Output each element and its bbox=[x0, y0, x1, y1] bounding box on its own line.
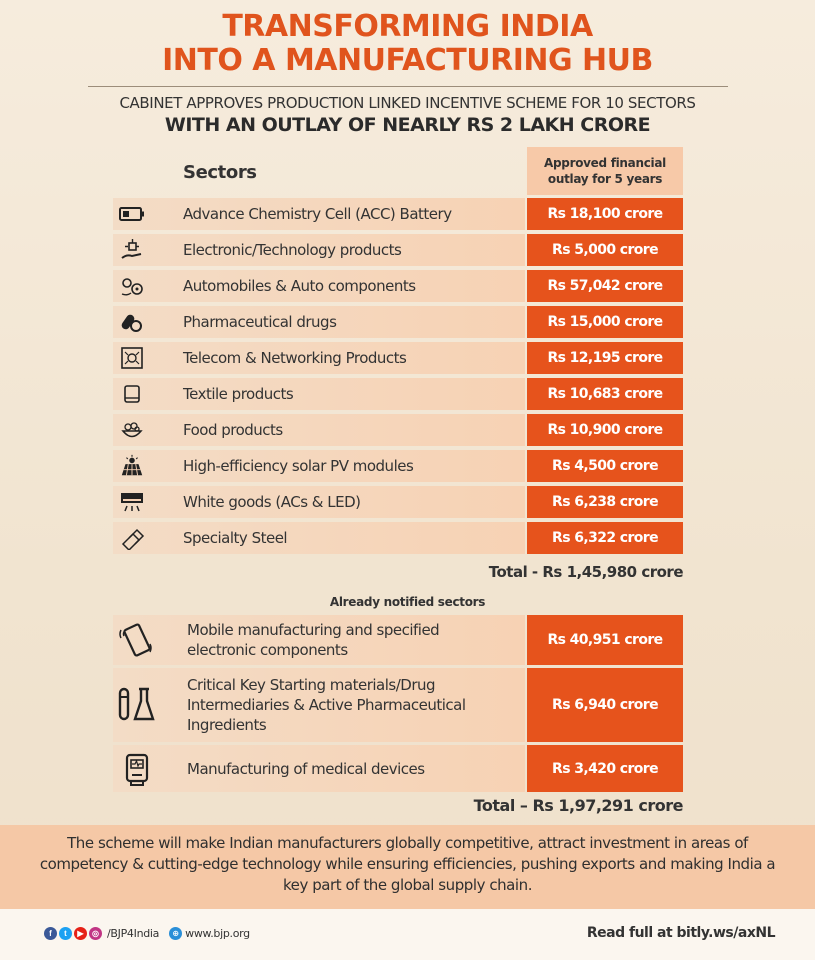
bottom-bar bbox=[0, 909, 815, 960]
website-link[interactable] bbox=[169, 927, 250, 940]
footer-description: The scheme will make Indian manufacturers globally competitive, attract investment in areas of competency & cutting-edge technology while ensuring efficiencies, pushing exports and making India a key part of the global supply chain. bbox=[0, 825, 815, 909]
table-row bbox=[113, 448, 683, 484]
row-amount: Rs 6,238 crore bbox=[527, 486, 683, 518]
row-label: Manufacturing of medical devices bbox=[187, 759, 425, 778]
table-row bbox=[113, 232, 683, 268]
telecom-icon bbox=[119, 346, 145, 370]
food-icon bbox=[119, 418, 145, 442]
row-amount: Rs 40,951 crore bbox=[527, 615, 683, 665]
read-full-link[interactable]: Read full at bitly.ws/axNL bbox=[586, 925, 775, 941]
table-row bbox=[113, 615, 683, 665]
steel-icon bbox=[119, 526, 145, 550]
notified-heading: Already notified sectors bbox=[329, 595, 486, 609]
row-background bbox=[113, 378, 525, 410]
row-amount: Rs 15,000 crore bbox=[527, 306, 683, 338]
total-approved: Total - Rs 1,45,980 crore bbox=[488, 563, 683, 581]
row-label: Textile products bbox=[183, 385, 294, 403]
textile-icon bbox=[119, 382, 145, 406]
twitter-icon[interactable]: t bbox=[59, 927, 72, 940]
row-label: Critical Key Starting materials/Drug Intermediaries & Active Pharmaceutical Ingredients bbox=[187, 676, 466, 734]
title-line-1: TRANSFORMING INDIA bbox=[222, 9, 593, 44]
row-amount: Rs 6,322 crore bbox=[527, 522, 683, 554]
title-line-2: INTO A MANUFACTURING HUB bbox=[162, 43, 653, 78]
row-amount: Rs 6,940 crore bbox=[527, 668, 683, 742]
air-conditioner-icon bbox=[119, 490, 145, 514]
solar-panel-icon bbox=[119, 454, 145, 478]
table-row bbox=[113, 668, 683, 742]
column-header-outlay bbox=[527, 147, 683, 195]
table-row bbox=[113, 196, 683, 232]
table-row bbox=[113, 520, 683, 556]
row-label: High-efficiency solar PV modules bbox=[183, 457, 414, 475]
social-handle[interactable]: /BJP4India bbox=[107, 927, 160, 940]
row-label: Telecom & Networking Products bbox=[183, 349, 407, 367]
battery-icon bbox=[119, 202, 145, 226]
row-amount: Rs 18,100 crore bbox=[527, 198, 683, 230]
lab-flask-icon bbox=[115, 683, 159, 727]
table-row bbox=[113, 484, 683, 520]
table-row bbox=[113, 376, 683, 412]
row-label: Specialty Steel bbox=[183, 529, 288, 547]
table-row bbox=[113, 412, 683, 448]
row-amount: Rs 10,683 crore bbox=[527, 378, 683, 410]
title-divider bbox=[88, 86, 728, 87]
instagram-icon[interactable]: ◎ bbox=[89, 927, 102, 940]
column-header-outlay-line1: Approved financial bbox=[544, 156, 666, 170]
total-overall: Total – Rs 1,97,291 crore bbox=[473, 796, 683, 815]
electronics-icon bbox=[119, 238, 145, 262]
auto-gears-icon bbox=[119, 274, 145, 298]
header bbox=[0, 10, 815, 137]
table-row bbox=[113, 340, 683, 376]
facebook-icon[interactable]: f bbox=[44, 927, 57, 940]
row-background bbox=[113, 414, 525, 446]
subtitle-1: CABINET APPROVES PRODUCTION LINKED INCENTIVE SCHEME FOR 10 SECTORS bbox=[119, 94, 696, 112]
row-label: Food products bbox=[183, 421, 283, 439]
social-links bbox=[44, 927, 250, 940]
row-label: Mobile manufacturing and specified electronic components bbox=[187, 621, 440, 659]
row-label: White goods (ACs & LED) bbox=[183, 493, 361, 511]
pills-icon bbox=[119, 310, 145, 334]
sector-table bbox=[113, 196, 683, 556]
website-text: www.bjp.org bbox=[185, 927, 250, 940]
row-amount: Rs 57,042 crore bbox=[527, 270, 683, 302]
subtitle-2: WITH AN OUTLAY OF NEARLY RS 2 LAKH CRORE bbox=[164, 114, 651, 136]
table-row bbox=[113, 745, 683, 792]
row-amount: Rs 4,500 crore bbox=[527, 450, 683, 482]
row-label: Automobiles & Auto components bbox=[183, 277, 416, 295]
row-label: Advance Chemistry Cell (ACC) Battery bbox=[183, 205, 452, 223]
table-row bbox=[113, 304, 683, 340]
youtube-icon[interactable]: ▶ bbox=[74, 927, 87, 940]
row-background bbox=[113, 522, 525, 554]
globe-icon: ⊕ bbox=[169, 927, 182, 940]
medical-device-icon bbox=[115, 747, 159, 791]
column-header-outlay-line2: outlay for 5 years bbox=[547, 172, 663, 186]
row-label: Pharmaceutical drugs bbox=[183, 313, 337, 331]
table-row bbox=[113, 268, 683, 304]
row-amount: Rs 5,000 crore bbox=[527, 234, 683, 266]
row-amount: Rs 10,900 crore bbox=[527, 414, 683, 446]
row-amount: Rs 12,195 crore bbox=[527, 342, 683, 374]
notified-table bbox=[113, 615, 683, 795]
mobile-phone-icon bbox=[115, 618, 159, 662]
row-label: Electronic/Technology products bbox=[183, 241, 402, 259]
row-amount: Rs 3,420 crore bbox=[527, 745, 683, 792]
column-header-sectors: Sectors bbox=[183, 162, 257, 183]
